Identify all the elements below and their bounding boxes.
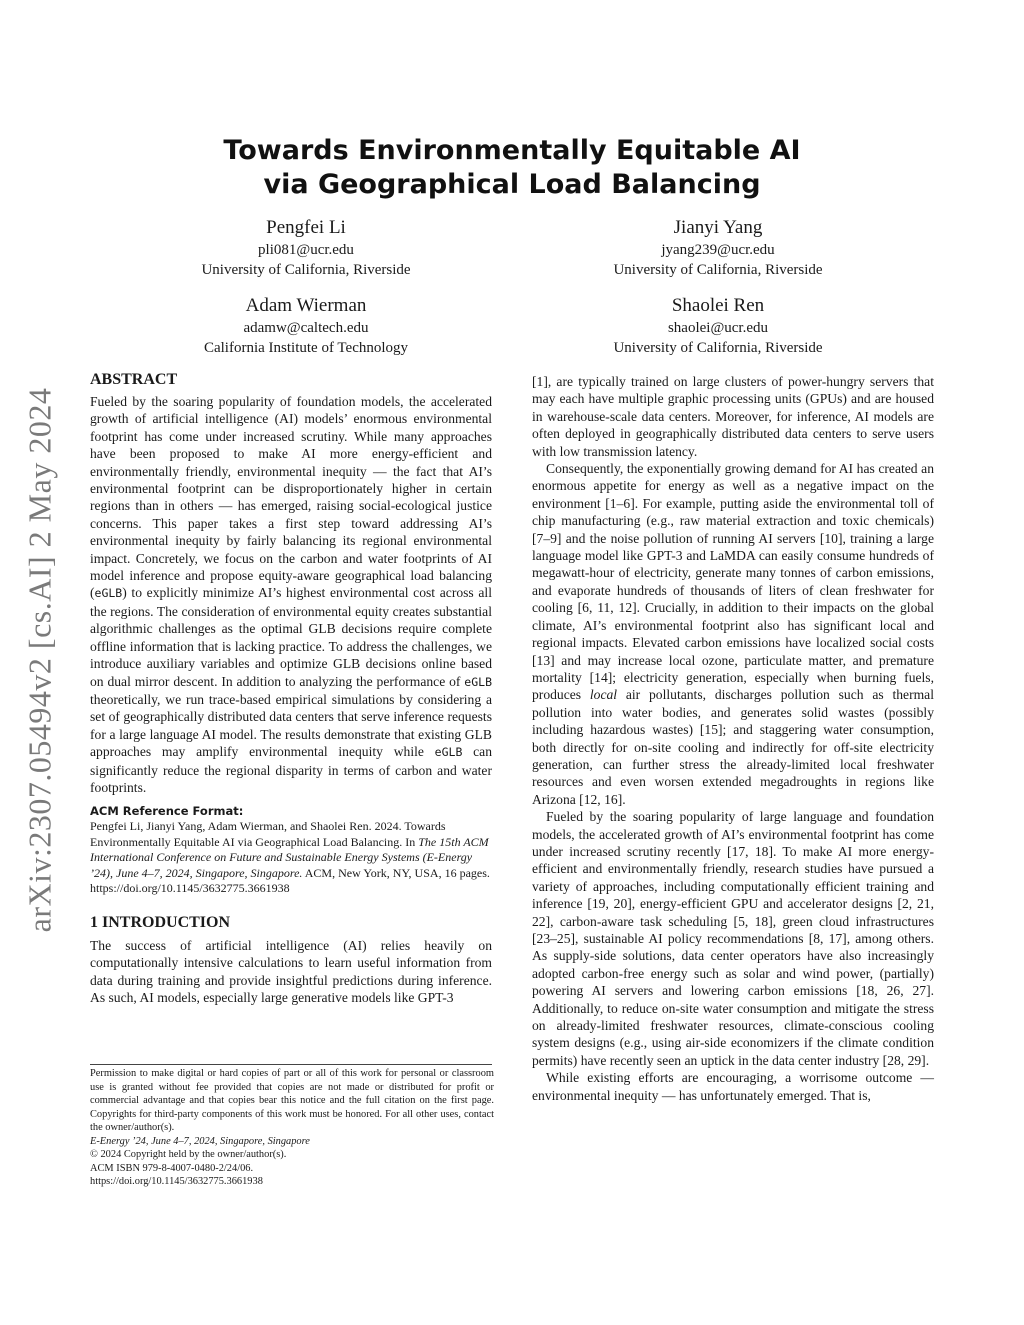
introduction-paragraph: The success of artificial intelligence (AI) relies heavily on computationally intensive calculations to learn useful information from data during training and provide insightful predictions during inference. As such, AI models, especially large generative models like GPT-3 [90, 937, 492, 1006]
author-email: shaolei@ucr.edu [667, 320, 769, 336]
author-affiliation: University of California, Riverside [613, 262, 823, 278]
author-affiliation: University of California, Riverside [613, 340, 823, 356]
body-paragraph: [1], are typically trained on large clusters of power-hungry servers that may each have multiple graphic processing units (GPUs) and are housed in warehouse-scale data centers. Moreover, for inference, AI models are often deployed in geographically distributed data centers to serve users with low transmission latency. [532, 374, 934, 459]
body-paragraph: Consequently, the exponentially growing demand for AI has created an enormous appetite for energy as well as a negative impact on the environment [1–6]. For example, putting aside the environmental toll of chip manufacturing (e.g., raw material extraction and toxic chemicals) [7–9] and the noise pollution of running AI servers [10], training a large language model like GPT-3 and LaMDA can easily consume hundreds of megawatt-hour of electricity, generate many tonnes of carbon emissions, and evaporate hundreds of thousands of liters of clean freshwater for cooling [6, 11, 12]. Crucially, in addition to their impacts on the global climate, AI’s environmental footprint also has significant local and regional impacts. Elevated carbon emissions have localized social costs [13] and may increase local ozone, particulate matter, and premature mortality [14]; electricity generation, especially when burning fuels, produces local air pollutants, discharges pollution such as thermal pollution into water bodies, and generates solid wastes (possibly including hazardous wastes) [15]; and staggering water consumption, both directly for on-site cooling and indirectly for off-site electricity generation, can further stress the already-limited local freshwater resources and even worsen extended megadroughts in regions like Arizona [12, 16]. [532, 461, 934, 807]
acm-reference-text: Pengfei Li, Jianyi Yang, Adam Wierman, and Shaolei Ren. 2024. Towards Environmentally Equitable AI via Geographical Load Balancing. In The 15th ACM International Conference on Future and Sustainable Energy Systems (E-Energy ’24), June 4–7, 2024, Singapore, Singapore. ACM, New York, NY, USA, 16 pages. https://doi.org/10.1145/3632775.3661938 [90, 819, 490, 896]
footnote-rule [90, 1064, 492, 1065]
arxiv-stamp [14, 365, 66, 955]
egls-code: eGLB [434, 745, 463, 760]
copyright-line: © 2024 Copyright held by the owner/author(s). [90, 1149, 287, 1160]
author-block [141, 216, 471, 280]
body-paragraph: While existing efforts are encouraging, a worrisome outcome — environmental inequity — has unfortunately emerged. That is, [532, 1070, 934, 1103]
arxiv-id: arXiv:2307.05494v2 [cs.AI] 2 May 2024 [21, 387, 58, 933]
isbn-line: ACM ISBN 979-8-4007-0480-2/24/06. [90, 1162, 254, 1174]
abstract-heading: ABSTRACT [90, 371, 178, 388]
emphasis: local [589, 687, 618, 703]
introduction-heading: 1 INTRODUCTION [90, 913, 231, 931]
doi-line: https://doi.org/10.1145/3632775.3661938 [90, 1176, 263, 1187]
author-affiliation: University of California, Riverside [201, 262, 411, 278]
footnote [90, 1067, 494, 1189]
author-name: Pengfei Li [266, 217, 346, 238]
abstract-text: Fueled by the soaring popularity of foundation models, the accelerated growth of artificial intelligence (AI) models’ enormous environmental footprint has come under increased scrutiny. While many approaches have been proposed to make AI more energy-efficient and environmentally friendly, environmental inequity — the fact that AI’s environmental footprint can be disproportionately higher in certain regions than in others — has emerged, raising social-ecological justice concerns. This paper takes a first step toward addressing AI’s environmental inequity by fairly balancing its regional environmental impact. Concretely, we focus on the carbon and water footprints of AI model inference and propose equity-aware geographical load balancing (eGLB) to explicitly minimize AI’s highest environmental cost across all the regions. The consideration of environmental equity creates substantial algorithmic challenges as the optimal GLB decisions require complete offline information that is lacking practice. To address the challenges, we introduce auxiliary variables and optimize GLB decisions online based on dual mirror descent. In addition to analyzing the performance of eGLB theoretically, we run trace-based empirical simulations by considering a set of geographically distributed data centers that serve inference requests for a large language AI model. The results demonstrate that existing GLB approaches may amplify environmental inequity while eGLB can significantly reduce the regional disparity in terms of carbon and water footprints. [90, 394, 493, 795]
author-block [553, 216, 883, 280]
conference-line: E-Energy ’24, June 4–7, 2024, Singapore, Singapore [90, 1135, 310, 1147]
paper-title [90, 134, 934, 202]
title-line-2: via Geographical Load Balancing [263, 169, 761, 200]
author-name: Shaolei Ren [671, 295, 765, 316]
author-block [553, 294, 883, 358]
egls-code: eGLB [94, 586, 123, 601]
left-column [90, 370, 492, 1006]
author-block [141, 294, 471, 358]
author-affiliation: California Institute of Technology [203, 340, 409, 356]
title-line-1: Towards Environmentally Equitable AI [223, 135, 801, 166]
author-email: adamw@caltech.edu [243, 320, 369, 336]
acm-reference-heading: ACM Reference Format: [90, 804, 244, 819]
author-name: Jianyi Yang [673, 217, 763, 238]
egls-code: eGLB [464, 674, 492, 689]
author-email: jyang239@ucr.edu [661, 242, 775, 258]
right-column [532, 373, 934, 1104]
body-paragraph: Fueled by the soaring popularity of large language and foundation models, the accelerated growth of AI’s environmental footprint has come under increased scrutiny recently [17, 18]. To make AI more energy-efficient and environmentally friendly, research studies have pursued a variety of approaches, including computationally efficient training and inference [19, 20], energy-efficient GPU and accelerator designs [2, 21, 22], carbon-aware task scheduling [5, 18], green cloud infrastructures [23–25], sustainable AI policy recommendations [8, 17], among others. As supply-side solutions, data center operators have also increasingly adopted carbon-free energy such as solar and wind power, (partially) powering AI servers and lowering carbon emissions [18, 26, 27]. Additionally, to reduce on-site water consumption and mitigate the stress on already-limited freshwater resources, climate-conscious cooling system designs (e.g., using air-side economizers if the climate condition permits) have recently seen an uptick in the data center industry [28, 29]. [532, 809, 934, 1068]
author-name: Adam Wierman [245, 295, 367, 316]
author-email: pli081@ucr.edu [258, 242, 354, 258]
permission-notice: Permission to make digital or hard copies of part or all of this work for personal or classroom use is granted without fee provided that copies are not made or distributed for profit or commercial advantage and that copies bear this notice and the full citation on the first page. Copyrights for third-party components of this work must be honored. For all other uses, contact the owner/author(s). [90, 1068, 494, 1133]
